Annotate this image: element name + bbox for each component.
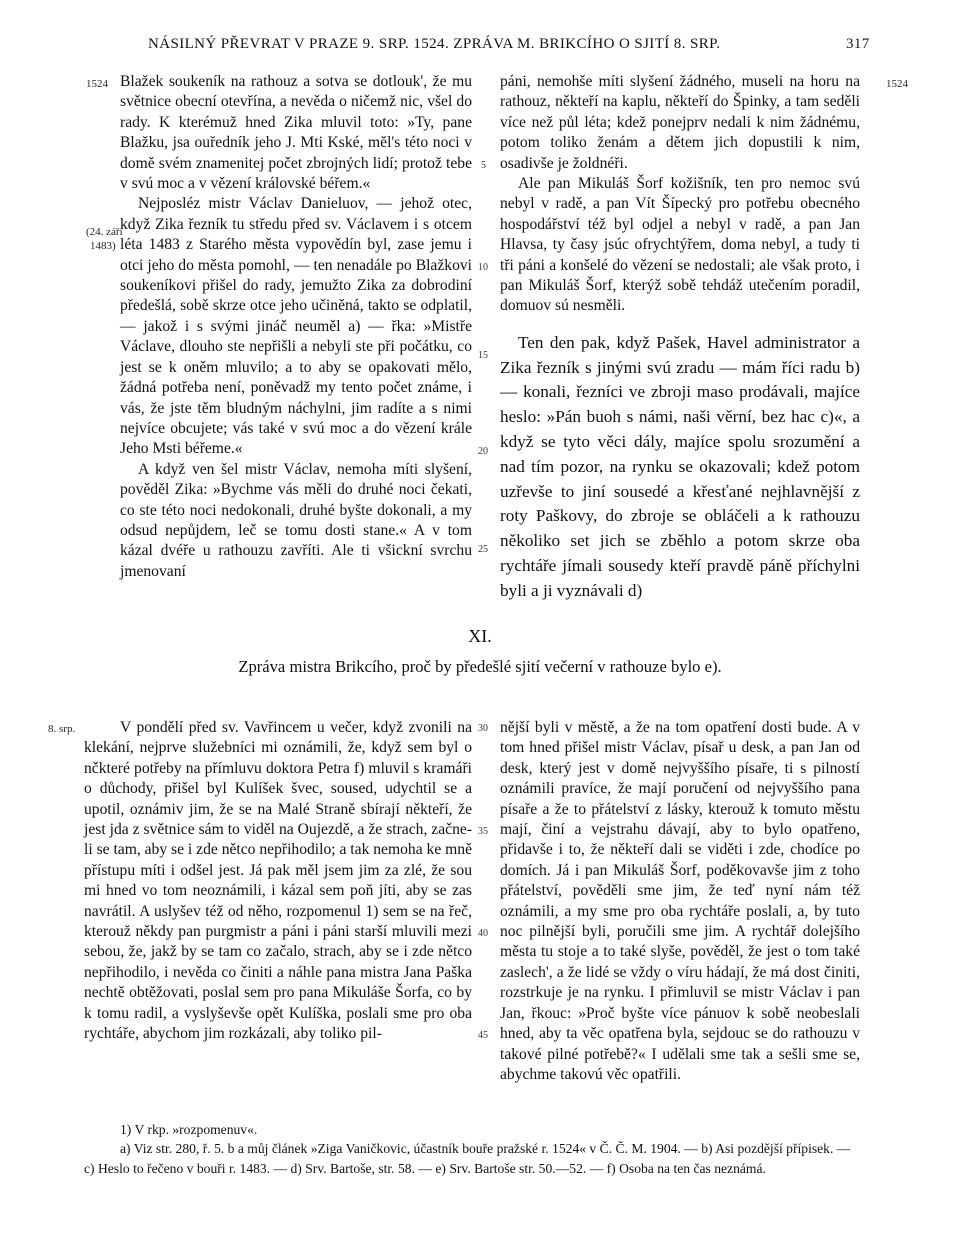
line-number: 45: [478, 1030, 488, 1041]
text-column-top-right: [500, 72, 860, 604]
running-title: NÁSILNÝ PŘEVRAT V PRAZE 9. SRP. 1524. ZPRÁVA M. BRIKCÍHO O SJITÍ 8. SRP.: [148, 36, 721, 52]
paragraph: Blažek soukeník na rathouz a sotva se dotlouk', že mu světnice obecní otevřína, a nevěda o ničemž nic, všel do rady. K kterémuž hned Zika mluvil toto: »Ty, pane Blažku, jsa ouředník jeho J. Mti Kské, měl's této noci v domě svém znamenitej počet zbrojných lidí; protož tebe v svú moc a v vězení královské béřem.«: [120, 73, 472, 193]
margin-year-right: 1524: [886, 78, 908, 90]
paragraph: Ale pan Mikuláš Šorf kožišník, ten pro nemoc svú nebyl v radě, a pan Vít Šípecký pro potřebu obecného hospodářství též byl odjel a nebyl v radě, a pan Jan Hlavsa, ty časy jsúc ofrychtýřem, doma nebyl, a tudy ti tři páni a konšelé do vězení se nedostali; ale však proto, i pan Mikuláš Šorf, kterýž sobě tehdáž utečením poradil, domuov sú nesměli.: [500, 175, 860, 315]
margin-date-aug: 8. srp.: [48, 723, 76, 735]
line-number: 5: [481, 160, 486, 171]
running-header: [0, 36, 960, 60]
section-title: Zpráva mistra Brikcího, proč by předešlé sjití večerní v rathouze bylo e).: [238, 657, 722, 676]
paragraph: nější byli v městě, a že na tom opatření dosti bude. A v tom hned přišel mistr Václav, písař u desk, a pan Jan od desk, který jest v domě nejvyššího písaře, ti s pilností oznámili pravíce, že mají poručení od nejvyššího pana písaře a že to přátelství z lásky, kterouž k tomuto městu mají, činí a vejstrahu dávají, aby to bylo opatřeno, přidavše i to, že někteří dali se viděti i zde, chodíce po domích. Já i pan Mikuláš Šorf, poděkovavše jim z toho přátelství, pověděli sme jim, že teď nyní nám též oznámili, a my sme pro oba rychtáře poslali, a, by tuto noc pilnější byli, poručili sme jim. A rychtář dolejšího města tu stoje a to také slyše, pověděl, že jest o tom také zaslech', a že lidé se vždy o víru hádají, že má dost činiti, rozstrkuje je na rynku. I přimluvil se mistr Václav i pan Jan, řkouc: »Proč byšte více pánuov k sobě neobeslali hned, aby ta věc opatřena byla, sejdouc se do rathouzu v takové pilné potřebě?« I udělali sme tak a sešli sme se, abychme takovú věc opatřili.: [500, 719, 860, 1083]
paragraph: páni, nemohše míti slyšení žádného, museli na horu na rathouz, někteří na kaplu, někteří do Špinky, a tam seděli více než půl léta; kdež ponejprv nedali k nim žádnému, potom toliko ženám a dětem jich dopustili k nim, osadivše je žoldnéři.: [500, 73, 860, 172]
line-number: 15: [478, 350, 488, 361]
margin-date-sept-2: 1483): [90, 240, 116, 252]
line-number: 35: [478, 826, 488, 837]
text-column-bottom-right: [500, 718, 860, 1085]
footnote: a) Viz str. 280, ř. 5. b a můj článek »Ziga Vaničkovic, účastník bouře pražské r. 1524« v Č. Č. M. 1904. — b) Asi pozdější přípisek. — c) Heslo to řečeno v bouři r. 1483. — d) Srv. Bartoše, str. 58. — e) Srv. Bartoše str. 50.—52. — f) Osoba na ten čas neznámá.: [84, 1141, 851, 1176]
margin-date-sept-1: (24. září: [86, 226, 123, 238]
section-number: XI.: [468, 626, 492, 646]
footnote: 1) V rkp. »rozpomenuv«.: [120, 1122, 258, 1137]
paragraph: A když ven šel mistr Václav, nemoha míti slyšení, pověděl Zika: »Bychme vás měli do druhé noci čekati, co ste této noci nedokonali, druhé byšte dokonali, a my odsud nepůjdem, leč se tomu dosti stane.« A v tom kázal dvéře u rathouzu zavříti. Ale ti všickní svrchu jmenovaní: [120, 460, 472, 580]
line-number: 20: [478, 446, 488, 457]
footnotes: [84, 1120, 860, 1178]
text-column-bottom-left: [84, 718, 472, 1045]
paragraph: V pondělí před sv. Vavřincem u večer, když zvonili na klekání, nejprve služebníci mi oznámili, že, když sem byl o nčkteré potřeby na přímluvu doktora Petra f) mluvil s kramáři o důchody, přišel byl Kulíšek švec, soused, udychtil se a upotil, oznámiv jim, že se na Malé Straně sbírají někteří, že jest jda z světnice sám to viděl na Oujezdě, a že strach, začne-li se tam, aby se i zde nětco nepřihodilo; a tak nemoha ke mně přístupu míti i odšel jest. Já pak měl jsem jim za zlé, že sou mi hned vo tom neoznámili, i kázal sem poň jíti, aby se zas navrátil. A uslyšev též od něho, rozpomenul 1) sem se na řeč, kterouž někdy pan purgmistr a páni i páni starší mluvili mezi sebou, že, jakž by se tam co začalo, strach, aby se i zde nětco nepřihodilo, i nevěda co činiti a náhle pana mistra Jana Paška nechtě obtěžovati, poslal sem pro pana Mikuláše Šorfa, co by k tomu radil, a vyslyševše opět Kulíška, poslali sme pro oba rychtáře, abychom jim rozkázali, aby toliko pil-: [84, 719, 472, 1043]
text-column-top-left: [120, 72, 472, 582]
line-number: 30: [478, 723, 488, 734]
line-number: 25: [478, 544, 488, 555]
paragraph-large: Ten den pak, když Pašek, Havel administrator a Zika řezník s jinými svú zradu — mám říci radu b) — konali, řezníci ve zbroji maso prodávali, majíce heslo: »Pán buoh s námi, naši věrní, bez hac c)«, a když se tyto věci dály, majíce spolu srozumění a nad tím pozor, na rynku se okazovali; kdež potom uzřevše to jiní sousedé a křesťané nejhlavnější z roty Paškovy, do zbroje se obláčeli a k rathouzu několiko set jich se zběhlo a potom skrze oba rychtáře jímali sousedy kteří pravdě páně příchylni byli a ji vyznávali d): [500, 332, 860, 600]
line-number: 10: [478, 262, 488, 273]
paragraph: Nejposléz mistr Václav Danieluov, — jehož otec, když Zika řezník tu středu před sv. Václavem i s otcem léta 1483 z Starého města vypovědín byl, zase jemu i otci jeho do města pomohl, — ten nenadále po Blažkovi soukeníkovi přišel do rady, jemužto Zika za dobrodiní předešlá, sobě skrze otce jeho učiněná, takto se odplatil, — jakož i s svými jináč neuměl a) — řka: »Mistře Václave, dlouho ste nepřišli a nebyli ste při počátku, co jest se k oněm mluvilo; a to aby se opakovati mělo, žádná potřeba není, poněvadž my tento počet známe, i vás, že jste těm bludným náchylni, jim radíte a s nimi nejvíce obcujete; vás také v svú moc a do vězení krále Jeho Msti béřeme.«: [120, 195, 472, 458]
margin-year-left: 1524: [86, 78, 108, 90]
page-number: 317: [846, 36, 870, 52]
line-number: 40: [478, 928, 488, 939]
